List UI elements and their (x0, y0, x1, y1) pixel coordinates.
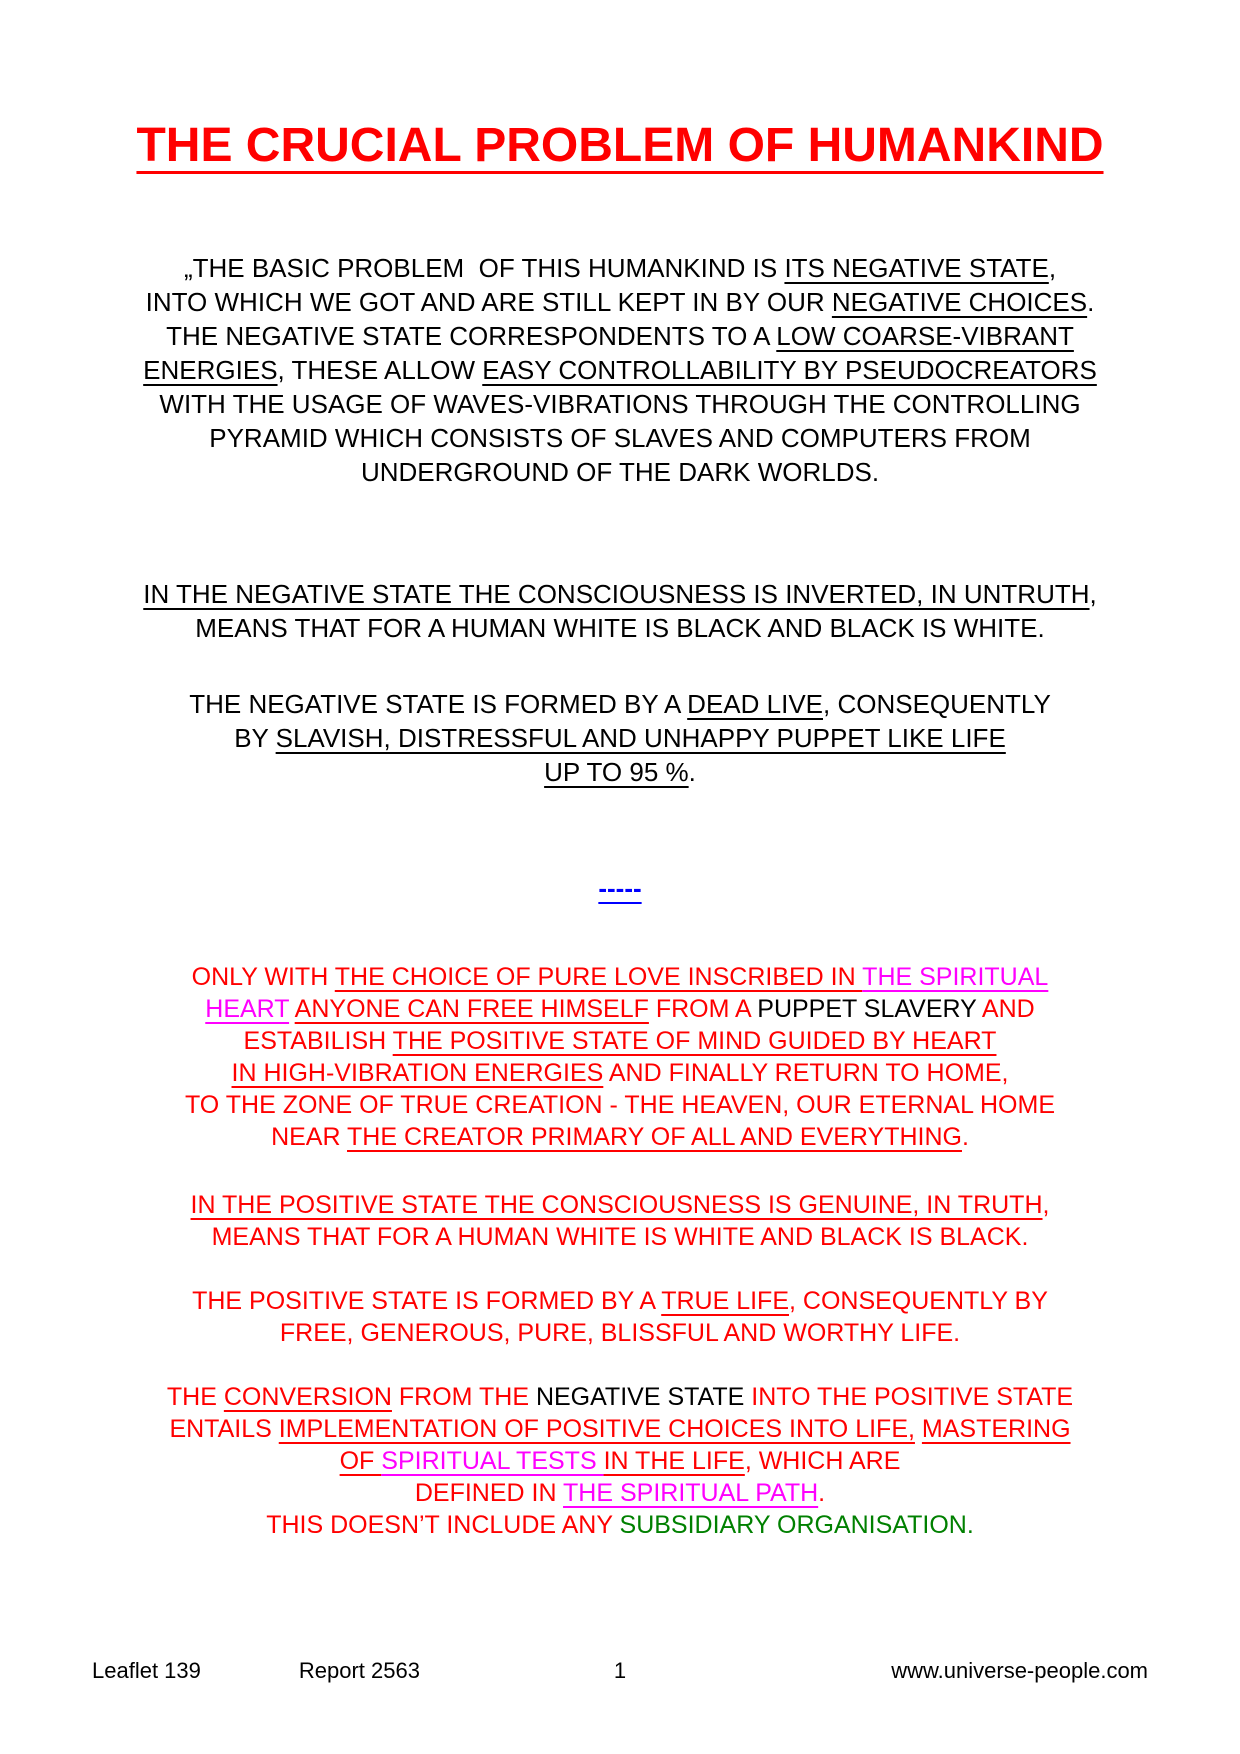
text-run: DEFINED IN (414, 1479, 564, 1507)
text-line (20, 1477, 1220, 1509)
text-run: ONLY WITH (191, 963, 335, 991)
text-line (20, 387, 1220, 421)
text-line (20, 1221, 1220, 1253)
text-run: FROM THE (391, 1383, 536, 1411)
text-line (20, 871, 1220, 905)
text-run: , CONSEQUENTLY BY (789, 1287, 1048, 1315)
text-line (20, 1445, 1220, 1477)
text-run: THE POSITIVE STATE IS FORMED BY A (192, 1287, 662, 1315)
text-run: SPIRITUAL TESTS (381, 1447, 604, 1475)
text-run: SLAVISH, DISTRESSFUL AND UNHAPPY PUPPET LIKE LIFE (275, 723, 1006, 753)
text-run: BY (234, 723, 276, 753)
footer-page-number: 1 (613, 1658, 627, 1683)
text-run: AND (976, 995, 1035, 1023)
text-line (20, 455, 1220, 489)
text-run: ENERGIES (143, 355, 278, 385)
text-line (20, 961, 1220, 993)
text-run: . (961, 1123, 969, 1151)
text-run: MEANS THAT FOR A HUMAN WHITE IS BLACK AND BLACK IS WHITE. (195, 613, 1045, 643)
text-run: CONVERSION (223, 1383, 392, 1411)
text-line (20, 1285, 1220, 1317)
text-run: INTO THE POSITIVE STATE (744, 1383, 1074, 1411)
page-title: THE CRUCIAL PROBLEM OF HUMANKIND (136, 119, 1104, 172)
text-run: IN HIGH-VIBRATION ENERGIES (231, 1059, 604, 1087)
text-run: ITS NEGATIVE STATE (784, 253, 1049, 283)
text-run: , (1089, 579, 1097, 609)
para-inverted-consciousness (20, 577, 1220, 645)
text-run: ANYONE CAN FREE HIMSELF (294, 995, 649, 1023)
text-run: FROM A (648, 995, 758, 1023)
text-line (20, 319, 1220, 353)
para-dead-live (20, 687, 1220, 789)
text-run: , THESE ALLOW (277, 355, 483, 385)
text-line (20, 721, 1220, 755)
text-line (20, 285, 1220, 319)
text-run: NEGATIVE STATE (535, 1383, 745, 1411)
text-run: IN THE LIFE (603, 1447, 745, 1475)
text-run: PUPPET SLAVERY (757, 995, 977, 1023)
text-line (20, 1509, 1220, 1541)
text-run: , (1048, 253, 1057, 283)
text-line (20, 1057, 1220, 1089)
text-run: ENTAILS (169, 1415, 279, 1443)
para-true-life (20, 1285, 1220, 1349)
text-run: THE POSITIVE STATE OF MIND GUIDED BY HEART (392, 1027, 997, 1055)
text-run (915, 1415, 922, 1443)
text-line (20, 755, 1220, 789)
text-run: THE SPIRITUAL (862, 963, 1049, 991)
text-run: FREE, GENEROUS, PURE, BLISSFUL AND WORTHY LIFE. (279, 1319, 961, 1347)
text-run: MEANS THAT FOR A HUMAN WHITE IS WHITE AND BLACK IS BLACK. (211, 1223, 1029, 1251)
text-run: THE CREATOR PRIMARY OF ALL AND EVERYTHING (347, 1123, 962, 1151)
text-line (20, 1121, 1220, 1153)
text-line (20, 1381, 1220, 1413)
page-footer (92, 1658, 1148, 1684)
text-run: THE NEGATIVE STATE IS FORMED BY A (189, 689, 688, 719)
text-run: PYRAMID WHICH CONSISTS OF SLAVES AND COMPUTERS FROM (209, 423, 1031, 453)
text-run: OF (339, 1447, 382, 1475)
text-run: IMPLEMENTATION OF POSITIVE CHOICES INTO LIFE, (278, 1415, 915, 1443)
footer-report-label: Report 2563 (298, 1658, 420, 1683)
para-conversion (20, 1381, 1220, 1541)
text-line (20, 993, 1220, 1025)
text-line (20, 611, 1220, 645)
text-run: INTO WHICH WE GOT AND ARE STILL KEPT IN BY OUR (145, 287, 832, 317)
text-run: „THE BASIC PROBLEM OF THIS HUMANKIND IS (183, 253, 785, 283)
text-line (20, 1317, 1220, 1349)
para-basic-problem (20, 251, 1220, 489)
text-run: IN THE NEGATIVE STATE THE CONSCIOUSNESS IS INVERTED, IN UNTRUTH (143, 579, 1090, 609)
separator-dashes (20, 871, 1220, 905)
text-run: UP TO 95 % (544, 757, 689, 787)
text-run: THE NEGATIVE STATE CORRESPONDENTS TO A (166, 321, 777, 351)
text-run: TO THE ZONE OF TRUE CREATION - THE HEAVEN, OUR ETERNAL HOME (184, 1091, 1055, 1119)
text-run: DEAD LIVE (687, 689, 823, 719)
text-run: . (818, 1479, 826, 1507)
text-run: LOW COARSE-VIBRANT (776, 321, 1074, 351)
text-run: THE (166, 1383, 224, 1411)
text-run: MASTERING (921, 1415, 1071, 1443)
text-run: , CONSEQUENTLY (823, 689, 1051, 719)
text-run: WITH THE USAGE OF WAVES-VIBRATIONS THROUGH THE CONTROLLING (159, 389, 1081, 419)
text-run: , (1042, 1191, 1050, 1219)
text-line (20, 687, 1220, 721)
text-run: NEAR (271, 1123, 348, 1151)
para-pure-love-choice (20, 961, 1220, 1153)
text-run: ESTABILISH (243, 1027, 393, 1055)
text-run: UNDERGROUND OF THE DARK WORLDS. (360, 457, 880, 487)
text-line (20, 1413, 1220, 1445)
text-run: . (1087, 287, 1095, 317)
text-line (20, 353, 1220, 387)
text-run: HEART (205, 995, 290, 1023)
text-run: , WHICH ARE (744, 1447, 901, 1475)
document-body (0, 251, 1240, 1541)
text-run: TRUE LIFE (661, 1287, 789, 1315)
text-run: . (688, 757, 696, 787)
text-run: SUBSIDIARY ORGANISATION. (619, 1511, 974, 1539)
text-line (20, 251, 1220, 285)
text-line (20, 1025, 1220, 1057)
text-run: THIS DOESN’T INCLUDE ANY (266, 1511, 620, 1539)
footer-website-url: www.universe-people.com (891, 1658, 1148, 1683)
text-run: THE CHOICE OF PURE LOVE INSCRIBED IN (334, 963, 863, 991)
text-line (20, 421, 1220, 455)
text-line (20, 1089, 1220, 1121)
text-run: NEGATIVE CHOICES (831, 287, 1088, 317)
text-line (20, 577, 1220, 611)
text-run: THE SPIRITUAL PATH (563, 1479, 819, 1507)
text-run: AND FINALLY RETURN TO HOME, (603, 1059, 1009, 1087)
para-genuine-consciousness (20, 1189, 1220, 1253)
text-run: ----- (598, 873, 642, 903)
text-run: EASY CONTROLLABILITY BY PSEUDOCREATORS (482, 355, 1097, 385)
text-run: IN THE POSITIVE STATE THE CONSCIOUSNESS IS GENUINE, IN TRUTH (190, 1191, 1043, 1219)
text-line (20, 1189, 1220, 1221)
footer-leaflet-label: Leaflet 139 (92, 1658, 201, 1683)
